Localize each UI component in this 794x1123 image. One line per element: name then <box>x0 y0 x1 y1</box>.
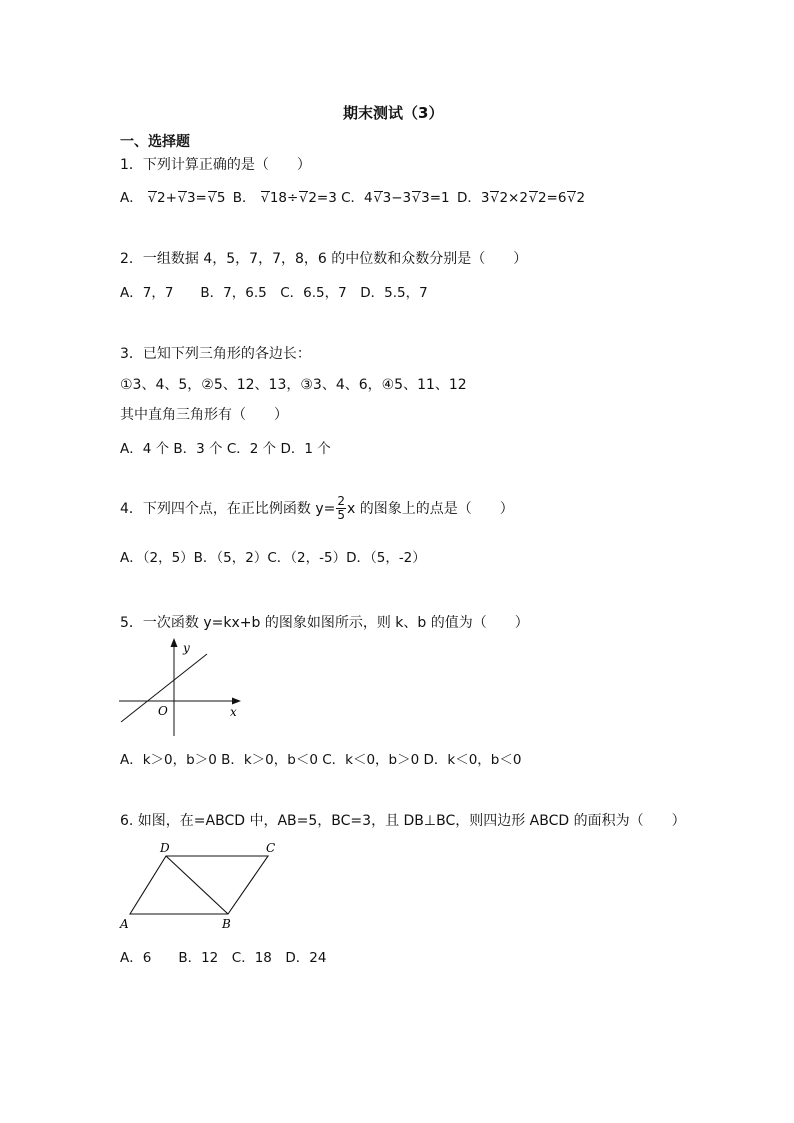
q1-option-d: D．3 √ 2×2 √ 2=6 √ 2 <box>456 190 586 206</box>
q1-option-a: A． √ 2+ √ 3= √ 5 <box>120 190 226 206</box>
y-arrow-icon <box>171 638 178 647</box>
q5-options: A．k＞0，b＞0 B．k＞0，b＜0 C．k＜0，b＞0 D．k＜0，b＜0 <box>120 752 522 768</box>
sqrt-symbol: √ 3 <box>373 190 392 206</box>
q4-options: A．（2，5）B．（5，2）C．（2，-5）D．（5，-2） <box>120 550 426 566</box>
y-axis-label: y <box>183 641 190 655</box>
q2-stem: 2．一组数据 4，5，7，7，8，6 的中位数和众数分别是（ ） <box>120 251 528 267</box>
q6-stem: 6. 如图，在=ABCD 中，AB=5，BC=3，且 DB⊥BC，则四边形 ABCD 的面积为（ ） <box>120 813 686 829</box>
vertex-c-label: C <box>266 841 276 855</box>
sqrt-symbol: √ 18 <box>260 190 287 206</box>
vertex-b-label: B <box>222 917 231 931</box>
sqrt-symbol: √ 3 <box>177 190 196 206</box>
q1-option-c: C．4 √ 3−3 √ 3=1 <box>341 190 450 206</box>
parallelogram-abcd <box>130 856 268 914</box>
q1-option-b: B． √ 18÷ √ 2=3 <box>232 190 337 206</box>
q2-options: A．7，7 B．7，6.5 C．6.5，7 D．5.5，7 <box>120 285 428 301</box>
sqrt-symbol: √ 2 <box>528 190 547 206</box>
vertex-d-label: D <box>160 841 170 855</box>
section-heading: 一、选择题 <box>120 134 190 150</box>
sqrt-symbol: √ 2 <box>299 190 317 206</box>
sqrt-symbol: √ 5 <box>207 190 226 206</box>
sqrt-symbol: √ 2 <box>148 190 166 206</box>
page-title: 期末测试（3） <box>343 104 444 122</box>
q3-options: A．4 个 B．3 个 C．2 个 D．1 个 <box>120 441 331 457</box>
diagonal-db <box>166 856 228 914</box>
sqrt-symbol: √ 3 <box>412 190 430 206</box>
fraction: $\frac{2}{5}$ <box>337 494 346 522</box>
q6-options: A．6 B．12 C．18 D．24 <box>120 950 327 966</box>
q1-options <box>120 186 585 206</box>
q5-graph <box>115 638 250 740</box>
q4-stem: 4．下列四个点，在正比例函数 y= $\frac{2}{5}$ x 的图象上的点是（ ） <box>120 494 514 522</box>
q5-stem: 5．一次函数 y=kx+b 的图象如图所示，则 k、b 的值为（ ） <box>120 615 529 631</box>
x-arrow-icon <box>232 698 241 705</box>
vertex-a-label: A <box>120 917 129 931</box>
origin-label: O <box>158 704 168 718</box>
sqrt-symbol: √ 2 <box>490 190 509 206</box>
q3-list: ①3、4、5，②5、12、13，③3、4、6，④5、11、12 <box>120 377 467 393</box>
q6-figure <box>116 838 286 934</box>
q3-stem: 3．已知下列三角形的各边长： <box>120 346 311 362</box>
q3-question: 其中直角三角形有（ ） <box>120 407 288 423</box>
q1-stem: 1．下列计算正确的是（ ） <box>120 157 311 173</box>
x-axis-label: x <box>230 705 237 719</box>
sqrt-symbol: √ 2 <box>567 190 586 206</box>
